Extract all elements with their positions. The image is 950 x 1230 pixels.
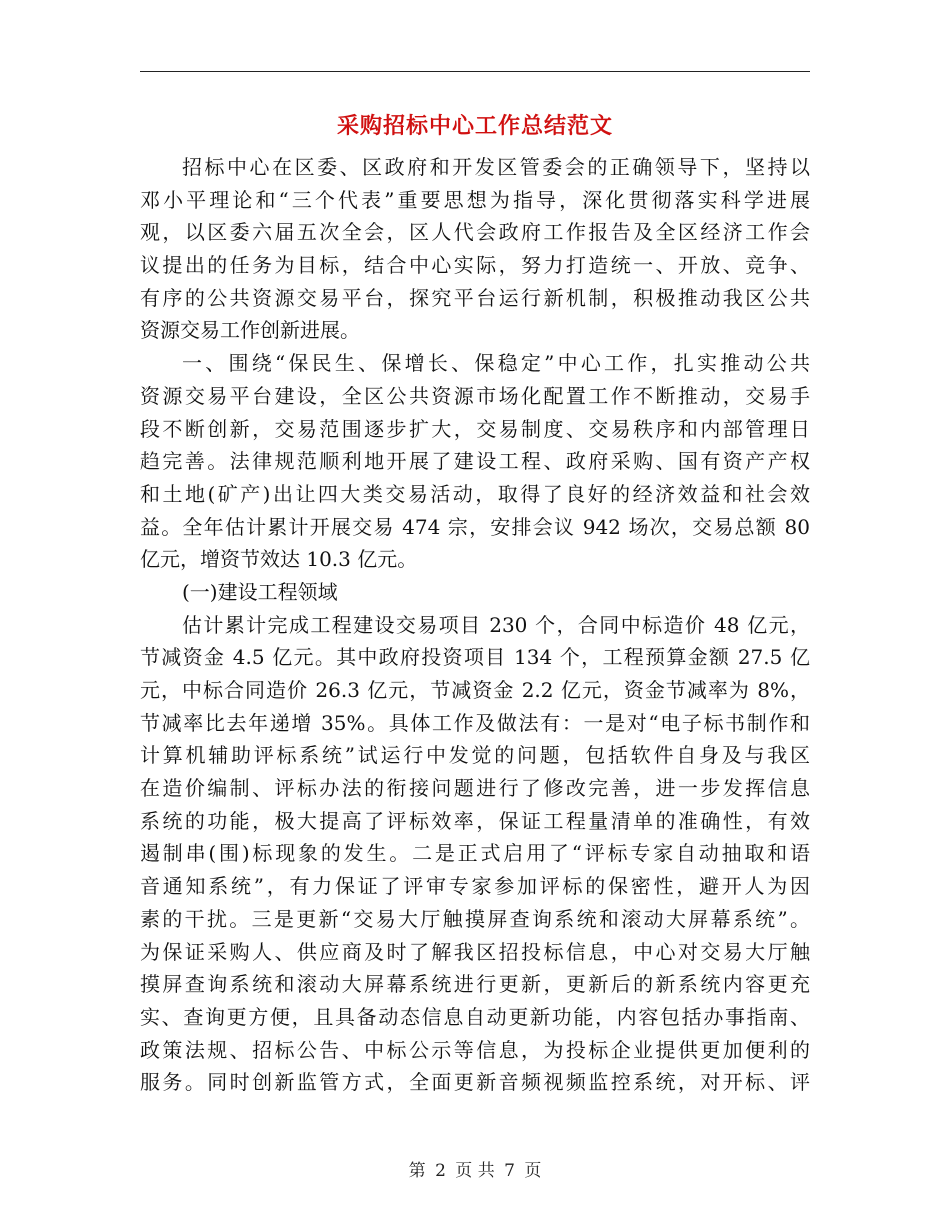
text-line: 议提出的任务为目标，结合中心实际，努力打造统一、开放、竞争、: [140, 253, 810, 278]
text-line: 和土地(矿产)出让四大类交易活动，取得了良好的经济效益和社会效: [140, 481, 810, 506]
text-line: 估计累计完成工程建设交易项目 230 个，合同中标造价 48 亿元，: [182, 612, 810, 637]
text-line: 邓小平理论和“三个代表”重要思想为指导，深化贯彻落实科学进展: [140, 187, 810, 212]
text-line: 资源交易工作创新进展。: [140, 318, 360, 343]
text-line: 摸屏查询系统和滚动大屏幕系统进行更新，更新后的新系统内容更充: [140, 972, 810, 997]
text-line: 服务。同时创新监管方式，全面更新音频视频监控系统，对开标、评: [140, 1070, 810, 1095]
text-line: 为保证采购人、供应商及时了解我区招投标信息，中心对交易大厅触: [140, 939, 810, 964]
text-line: 政策法规、招标公告、中标公示等信息，为投标企业提供更加便利的: [140, 1037, 810, 1062]
footer-page-number: 2: [435, 1161, 446, 1181]
text-line: 计算机辅助评标系统”试运行中发觉的问题，包括软件自身及与我区: [140, 743, 810, 768]
text-line: 系统的功能，极大提高了评标效率，保证工程量清单的准确性，有效: [140, 808, 810, 833]
text-line: (一)建设工程领域: [182, 579, 338, 604]
text-line: 招标中心在区委、区政府和开发区管委会的正确领导下，坚持以: [182, 155, 810, 179]
header-rule: [140, 71, 810, 72]
footer-middle: 页 共: [455, 1161, 495, 1181]
document-body: [140, 151, 810, 1099]
text-line: 亿元，增资节效达 10.3 亿元。: [140, 547, 418, 572]
text-line: 遏制串(围)标现象的发生。二是正式启用了“评标专家自动抽取和语: [140, 841, 810, 866]
text-line: 节减率比去年递增 35%。具体工作及做法有：一是对“电子标书制作和: [140, 710, 810, 735]
page-footer: [0, 1156, 950, 1181]
text-line: 资源交易平台建设，全区公共资源市场化配置工作不断推动，交易手: [140, 383, 810, 408]
text-line: 在造价编制、评标办法的衔接问题进行了修改完善，进一步发挥信息: [140, 776, 810, 801]
text-line: 节减资金 4.5 亿元。其中政府投资项目 134 个，工程预算金额 27.5 亿: [140, 645, 810, 670]
text-line: 有序的公共资源交易平台，探究平台运行新机制，积极推动我区公共: [140, 285, 810, 310]
text-line: 音通知系统”，有力保证了评审专家参加评标的保密性，避开人为因: [140, 874, 810, 899]
text-line: 一、围绕“保民生、保增长、保稳定”中心工作，扎实推动公共: [182, 351, 810, 376]
footer-prefix: 第: [408, 1161, 426, 1181]
text-line: 趋完善。法律规范顺利地开展了建设工程、政府采购、国有资产产权: [140, 449, 810, 474]
text-line: 元，中标合同造价 26.3 亿元，节减资金 2.2 亿元，资金节减率为 8%，: [140, 678, 810, 702]
footer-total-pages: 7: [504, 1161, 515, 1181]
text-line: 实、查询更方便，且具备动态信息自动更新功能，内容包括办事指南、: [140, 1004, 810, 1029]
text-line: 观，以区委六届五次全会，区人代会政府工作报告及全区经济工作会: [140, 220, 810, 245]
document-title: 采购招标中心工作总结范文: [336, 114, 613, 139]
text-line: 素的干扰。三是更新“交易大厅触摸屏查询系统和滚动大屏幕系统”。: [140, 906, 810, 931]
text-line: 益。全年估计累计开展交易 474 宗，安排会议 942 场次，交易总额 80: [140, 514, 810, 539]
footer-suffix: 页: [524, 1161, 542, 1181]
text-line: 段不断创新，交易范围逐步扩大，交易制度、交易秩序和内部管理日: [140, 416, 810, 441]
